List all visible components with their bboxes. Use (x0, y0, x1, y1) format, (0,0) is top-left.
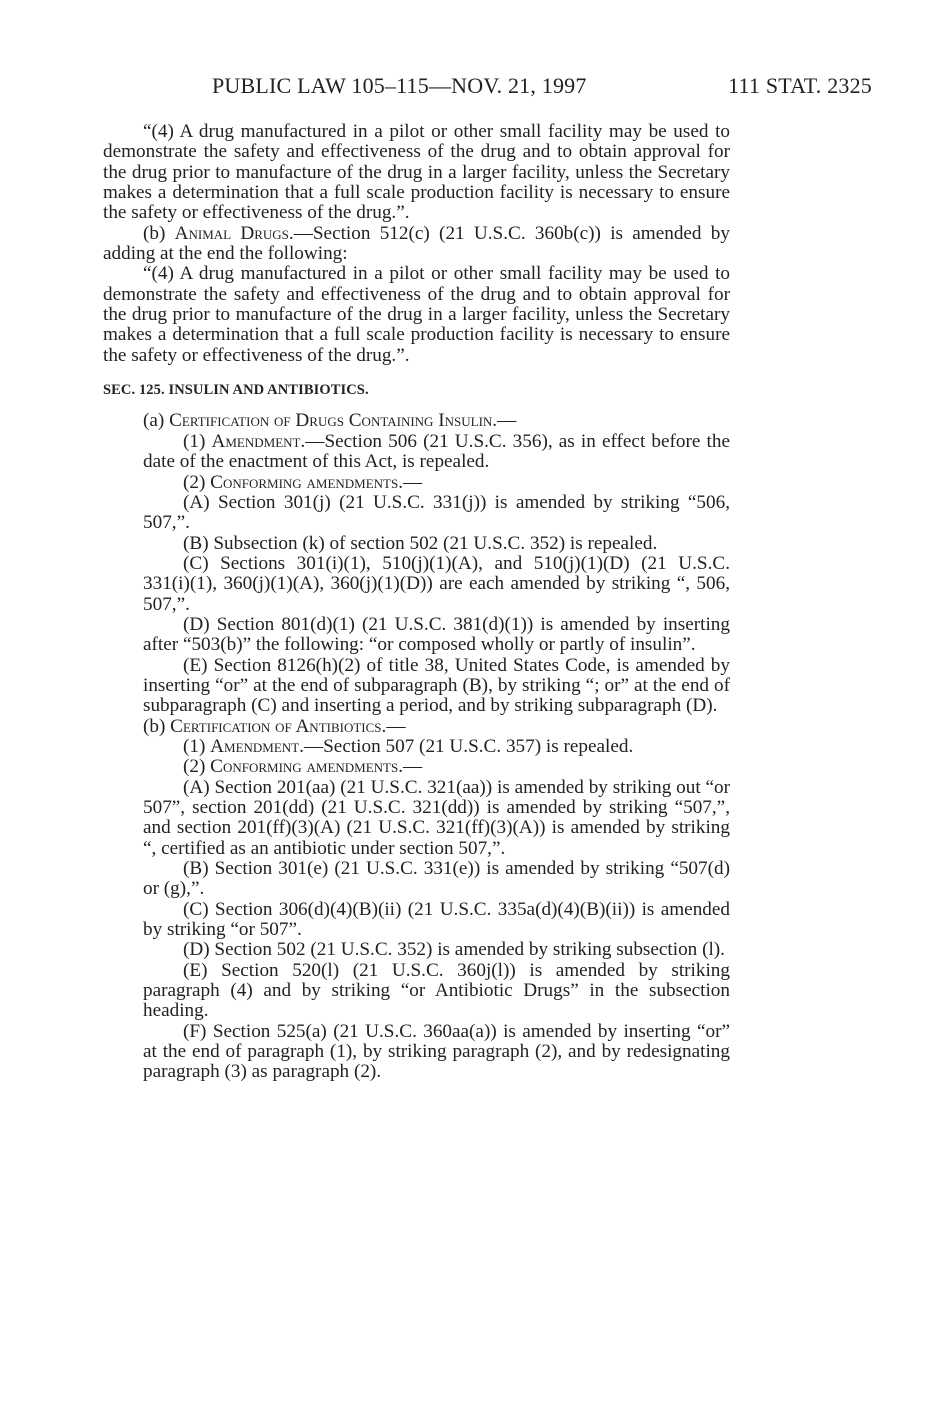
subsection-b-paragraph-2 (103, 757, 730, 777)
paragraph-text: —Section 507 (21 U.S.C. 357) is repealed. (303, 735, 634, 757)
subsection-dash: — (497, 410, 517, 432)
paragraph-caption: Animal Drugs. (174, 222, 294, 244)
paragraph-caption: Amendment. (211, 430, 306, 452)
subsection-a-paragraph-1 (103, 432, 730, 473)
section-heading: SEC. 125. INSULIN AND ANTIBIOTICS. (103, 382, 369, 399)
paragraph-caption: Conforming amendments. (210, 471, 404, 493)
paragraph-lead: (b) (143, 222, 175, 244)
paragraph-dash: — (403, 471, 423, 493)
subsection-dash: — (386, 715, 406, 737)
subparagraph-b-E: (E) Section 520(l) (21 U.S.C. 360j(l)) is amended by striking paragraph (4) and by striking “or Antibiotic Drugs” in the subsection heading. (143, 959, 730, 1022)
subparagraph-a-D: (D) Section 801(d)(1) (21 U.S.C. 381(d)(1)) is amended by inserting after “503(b)” the following: “or composed wholly or partly of insulin”. (143, 613, 730, 656)
subparagraph-b-C: (C) Section 306(d)(4)(B)(ii) (21 U.S.C. 335a(d)(4)(B)(ii)) is amended by striking “or 507”. (143, 898, 730, 941)
subsection-a-paragraph-2 (103, 473, 730, 493)
paragraph-caption: Conforming amendments. (210, 756, 404, 778)
subsection-lead: (b) (143, 715, 171, 737)
paragraph-lead: (2) (183, 756, 211, 778)
subsection-lead: (a) (143, 410, 170, 432)
paragraph-lead: (1) (183, 735, 211, 757)
paragraph-text: —Section 506 (21 U.S.C. 356), as in effect before the date of the enactment of this Act, is repealed. (143, 430, 730, 473)
subsection-caption: Certification of Antibiotics. (170, 715, 387, 737)
subparagraph-a-A: (A) Section 301(j) (21 U.S.C. 331(j)) is amended by striking “506, 507,”. (143, 491, 730, 534)
subparagraph-a-E: (E) Section 8126(h)(2) of title 38, United States Code, is amended by inserting “or” at the end of subparagraph (B), by striking “; or” at the end of subparagraph (C) and inserting a period, and by striking subparagraph (D). (143, 654, 730, 717)
subparagraph-b-F: (F) Section 525(a) (21 U.S.C. 360aa(a)) is amended by inserting “or” at the end of paragraph (1), by striking paragraph (2), and by redesignating paragraph (3) as paragraph (2). (143, 1020, 730, 1083)
paragraph-pilot-facility-2: “(4) A drug manufactured in a pilot or other small facility may be used to demonstrate the safety and effectiveness of the drug and to obtain approval for the drug prior to manufacture of the drug in a larger facility, unless the Secretary makes a determination that a full scale production facility is necessary to ensure the safety or effectiveness of the drug.”. (103, 263, 730, 366)
subparagraph-a-B: (B) Subsection (k) of section 502 (21 U.S.C. 352) is repealed. (183, 532, 658, 554)
paragraph-dash: — (403, 756, 423, 778)
subsection-b-paragraph-1 (103, 737, 730, 757)
subparagraph-b-A: (A) Section 201(aa) (21 U.S.C. 321(aa)) is amended by striking out “or 507”, section 201(dd) (21 U.S.C. 321(dd)) is amended by striking “507,”, and section 201(ff)(3)(A) (21 U.S.C. 321(ff)(3)(A)) is amended by striking “, certified as an antibiotic under section 507,”. (143, 776, 730, 859)
document-body (103, 122, 730, 1083)
subsection-b-heading (103, 717, 730, 737)
paragraph-text: —Section 512(c) (21 U.S.C. 360b(c)) is amended by adding at the end the following: (103, 222, 730, 265)
header-stat-citation: 111 STAT. 2325 (728, 73, 872, 98)
header-law-citation: PUBLIC LAW 105–115—NOV. 21, 1997 (212, 73, 587, 98)
paragraph-lead: (1) (183, 430, 212, 452)
subsection-caption: Certification of Drugs Containing Insulin. (169, 410, 498, 432)
subparagraph-b-D: (D) Section 502 (21 U.S.C. 352) is amended by striking subsection (l). (183, 939, 725, 961)
subparagraph-a-C: (C) Sections 301(i)(1), 510(j)(1)(A), and 510(j)(1)(D) (21 U.S.C. 331(i)(1), 360(j)(1)(A), 360(j)(1)(D)) are each amended by striking “, 506, 507,”. (143, 552, 730, 615)
paragraph-animal-drugs (103, 224, 730, 265)
paragraph-pilot-facility-1: “(4) A drug manufactured in a pilot or other small facility may be used to demonstrate the safety and effectiveness of the drug and to obtain approval for the drug prior to manufacture of the drug in a larger facility, unless the Secretary makes a determination that a full scale production facility is necessary to ensure the safety or effectiveness of the drug.”. (103, 121, 730, 224)
subparagraph-b-B: (B) Section 301(e) (21 U.S.C. 331(e)) is amended by striking “507(d) or (g),”. (143, 858, 730, 900)
paragraph-caption: Amendment. (210, 735, 304, 757)
subsection-a-heading (103, 411, 730, 431)
paragraph-lead: (2) (183, 471, 211, 493)
